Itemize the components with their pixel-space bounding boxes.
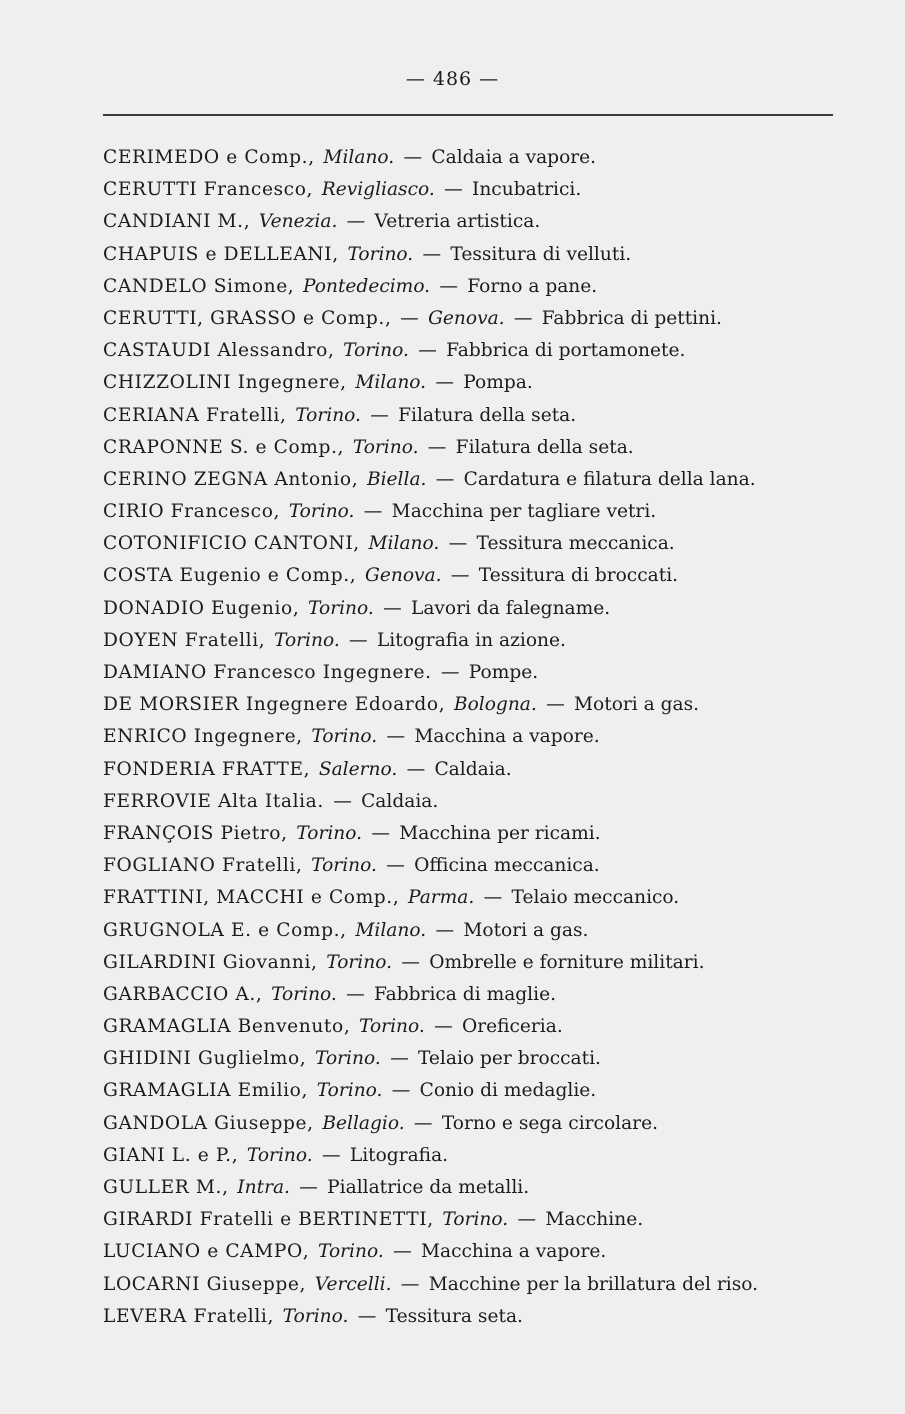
entry-description: Cardatura e filatura della lana. bbox=[463, 468, 756, 490]
list-item: GIANI L. e P., Torino. — Litografia. bbox=[103, 1144, 449, 1166]
entry-place: Torino. bbox=[295, 404, 361, 426]
entry-name: FONDERIA FRATTE bbox=[103, 758, 304, 780]
list-item: FERROVIE Alta Italia. — Caldaia. bbox=[103, 790, 439, 812]
entry-name: CERINO ZEGNA Antonio bbox=[103, 468, 352, 490]
entry-place: Torino. bbox=[326, 951, 393, 973]
entry-description: Macchina a vapore. bbox=[414, 726, 600, 748]
entry-place: Genova. bbox=[428, 307, 505, 329]
entry-place: Bologna. bbox=[453, 694, 537, 716]
list-item: CERUTTI, GRASSO e Comp., — Genova. — Fabbrica di pettini. bbox=[103, 307, 722, 329]
entry-description: Macchine per la brillatura del riso. bbox=[428, 1273, 759, 1295]
entry-name: LOCARNI Giuseppe bbox=[103, 1273, 300, 1295]
entry-description: Macchina per ricami. bbox=[399, 822, 601, 844]
entry-name: CASTAUDI Alessandro bbox=[103, 340, 328, 362]
entry-name: GHIDINI Guglielmo bbox=[103, 1048, 300, 1070]
entry-name: CERIANA Fratelli bbox=[103, 404, 280, 426]
entry-place: Salerno. bbox=[318, 758, 398, 780]
entry-name: LUCIANO e CAMPO bbox=[103, 1241, 303, 1263]
list-item: GILARDINI Giovanni, Torino. — Ombrelle e forniture militari. bbox=[103, 951, 705, 973]
entry-name: FERROVIE Alta Italia. bbox=[103, 790, 324, 812]
list-item: CASTAUDI Alessandro, Torino. — Fabbrica di portamonete. bbox=[103, 340, 686, 362]
entry-description: Piallatrice da metalli. bbox=[327, 1177, 530, 1198]
entry-place: Revigliasco. bbox=[321, 179, 435, 201]
entry-name: CHAPUIS e DELLEANI bbox=[103, 243, 333, 265]
list-item: GIRARDI Fratelli e BERTINETTI, Torino. — Macchine. bbox=[103, 1209, 644, 1231]
entry-name: GULLER M. bbox=[103, 1177, 223, 1198]
list-item: CANDIANI M., Venezia. — Vetreria artistica. bbox=[103, 211, 541, 233]
entry-name: LEVERA Fratelli bbox=[103, 1305, 268, 1327]
entry-place: Torino. bbox=[282, 1305, 349, 1327]
entry-name: CERUTTI, GRASSO e Comp. bbox=[103, 307, 385, 329]
page-number: — 486 — bbox=[405, 68, 500, 90]
entry-name: FRANÇOIS Pietro bbox=[103, 822, 282, 844]
list-item: ENRICO Ingegnere, Torino. — Macchina a vapore. bbox=[103, 726, 600, 748]
list-item: LUCIANO e CAMPO, Torino. — Macchina a vapore. bbox=[103, 1241, 607, 1263]
list-item: LEVERA Fratelli, Torino. — Tessitura seta. bbox=[103, 1305, 523, 1327]
entry-place: Torino. bbox=[271, 983, 337, 1005]
entry-description: Macchina per tagliare vetri. bbox=[391, 501, 657, 523]
entry-place: Torino. bbox=[246, 1144, 313, 1166]
list-item: CERINO ZEGNA Antonio, Biella. — Cardatura e filatura della lana. bbox=[103, 468, 756, 490]
entry-description: Forno a pane. bbox=[467, 275, 598, 297]
list-item: CRAPONNE S. e Comp., Torino. — Filatura della seta. bbox=[103, 436, 634, 458]
list-item: GANDOLA Giuseppe, Bellagio. — Torno e sega circolare. bbox=[103, 1112, 658, 1134]
entry-place: Milano. bbox=[323, 147, 395, 168]
entry-name: CRAPONNE S. e Comp. bbox=[103, 436, 338, 458]
entry-name: GRAMAGLIA Emilio bbox=[103, 1080, 302, 1102]
list-item: COTONIFICIO CANTONI, Milano. — Tessitura meccanica. bbox=[103, 533, 675, 555]
entry-name: CANDELO Simone bbox=[103, 275, 288, 297]
entry-place: Milano. bbox=[355, 919, 427, 941]
entry-description: Telaio meccanico. bbox=[511, 887, 680, 909]
entry-name: CERUTTI Francesco bbox=[103, 179, 307, 201]
entry-name: DE MORSIER Ingegnere Edoardo bbox=[103, 694, 439, 716]
entry-description: Pompa. bbox=[463, 372, 533, 394]
entry-name: GARBACCIO A. bbox=[103, 983, 256, 1005]
entry-place: Torino. bbox=[296, 822, 363, 844]
entry-name: DONADIO Eugenio bbox=[103, 597, 293, 619]
list-item: COSTA Eugenio e Comp., Genova. — Tessitura di broccati. bbox=[103, 565, 679, 587]
entry-name: COTONIFICIO CANTONI bbox=[103, 533, 354, 555]
entry-description: Oreficeria. bbox=[461, 1016, 563, 1038]
list-item: GHIDINI Guglielmo, Torino. — Telaio per broccati. bbox=[103, 1048, 601, 1070]
list-item: CHAPUIS e DELLEANI, Torino. — Tessitura di velluti. bbox=[103, 243, 632, 265]
entry-description: Fabbrica di portamonete. bbox=[446, 340, 686, 362]
entry-name: DAMIANO Francesco Ingegnere. bbox=[103, 662, 432, 683]
entry-place: Intra. bbox=[237, 1177, 290, 1198]
list-item: GULLER M., Intra. — Piallatrice da metalli. bbox=[103, 1177, 530, 1198]
entry-place: Torino. bbox=[274, 629, 340, 651]
entry-place: Milano. bbox=[355, 372, 427, 394]
entry-description: Motori a gas. bbox=[573, 694, 700, 716]
list-item: CHIZZOLINI Ingegnere, Milano. — Pompa. bbox=[103, 372, 533, 394]
list-item: FOGLIANO Fratelli, Torino. — Officina meccanica. bbox=[103, 855, 600, 877]
entry-description: Telaio per broccati. bbox=[417, 1048, 601, 1070]
exhibitor-list bbox=[103, 142, 863, 1333]
entry-place: Torino. bbox=[311, 855, 377, 877]
entry-description: Filatura della seta. bbox=[455, 436, 634, 458]
entry-name: FOGLIANO Fratelli bbox=[103, 855, 296, 877]
entry-description: Lavori da falegname. bbox=[410, 597, 611, 619]
entry-description: Torno e sega circolare. bbox=[441, 1112, 658, 1134]
list-item: GRAMAGLIA Emilio, Torino. — Conio di medaglie. bbox=[103, 1080, 597, 1102]
entry-place: Bellagio. bbox=[322, 1112, 405, 1134]
entry-description: Conio di medaglie. bbox=[419, 1080, 597, 1102]
list-item: CIRIO Francesco, Torino. — Macchina per tagliare vetri. bbox=[103, 501, 657, 523]
list-item: LOCARNI Giuseppe, Vercelli. — Macchine per la brillatura del riso. bbox=[103, 1273, 759, 1295]
entry-place: Torino. bbox=[442, 1209, 509, 1231]
entry-description: Macchina a vapore. bbox=[420, 1241, 607, 1263]
list-item: DE MORSIER Ingegnere Edoardo, Bologna. — Motori a gas. bbox=[103, 694, 700, 716]
list-item: DOYEN Fratelli, Torino. — Litografia in azione. bbox=[103, 629, 566, 651]
entry-place: Pontedecimo. bbox=[303, 275, 431, 297]
entry-name: FRATTINI, MACCHI e Comp. bbox=[103, 887, 393, 909]
entry-description: Macchine. bbox=[545, 1209, 644, 1231]
entry-description: Tessitura di velluti. bbox=[450, 243, 632, 265]
entry-description: Caldaia a vapore. bbox=[431, 147, 597, 168]
list-item: CERIMEDO e Comp., Milano. — Caldaia a vapore. bbox=[103, 147, 597, 168]
list-item: GRAMAGLIA Benvenuto, Torino. — Oreficeria. bbox=[103, 1016, 563, 1038]
entry-name: CANDIANI M. bbox=[103, 211, 244, 233]
entry-place: Vercelli. bbox=[314, 1273, 392, 1295]
entry-name: GANDOLA Giuseppe bbox=[103, 1112, 308, 1134]
entry-place: Torino. bbox=[318, 1241, 384, 1263]
entry-name: DOYEN Fratelli bbox=[103, 629, 259, 651]
entry-place: Torino. bbox=[288, 501, 355, 523]
entry-description: Officina meccanica. bbox=[414, 855, 600, 877]
list-item: DAMIANO Francesco Ingegnere. — Pompe. bbox=[103, 662, 539, 683]
list-item: CANDELO Simone, Pontedecimo. — Forno a pane. bbox=[103, 275, 598, 297]
entry-description: Caldaia. bbox=[434, 758, 512, 780]
entry-name: GIRARDI Fratelli e BERTINETTI bbox=[103, 1209, 428, 1231]
entry-description: Litografia. bbox=[349, 1144, 449, 1166]
list-item: FRANÇOIS Pietro, Torino. — Macchina per ricami. bbox=[103, 822, 601, 844]
entry-description: Vetreria artistica. bbox=[374, 211, 541, 233]
entry-name: CERIMEDO e Comp. bbox=[103, 147, 309, 168]
entry-place: Torino. bbox=[347, 243, 414, 265]
entry-description: Litografia in azione. bbox=[376, 629, 566, 651]
list-item: CERIANA Fratelli, Torino. — Filatura della seta. bbox=[103, 404, 577, 426]
entry-description: Tessitura seta. bbox=[385, 1305, 523, 1327]
entry-description: Caldaia. bbox=[361, 790, 439, 812]
list-item: GRUGNOLA E. e Comp., Milano. — Motori a gas. bbox=[103, 919, 589, 941]
entry-name: CHIZZOLINI Ingegnere bbox=[103, 372, 341, 394]
header-rule bbox=[103, 114, 833, 116]
list-item: FRATTINI, MACCHI e Comp., Parma. — Telaio meccanico. bbox=[103, 887, 680, 909]
entry-place: Torino. bbox=[359, 1016, 425, 1038]
entry-place: Torino. bbox=[316, 1080, 383, 1102]
list-item: DONADIO Eugenio, Torino. — Lavori da falegname. bbox=[103, 597, 611, 619]
entry-name: GILARDINI Giovanni bbox=[103, 951, 312, 973]
list-item: CERUTTI Francesco, Revigliasco. — Incubatrici. bbox=[103, 179, 582, 201]
entry-description: Pompe. bbox=[468, 662, 539, 683]
list-item: GARBACCIO A., Torino. — Fabbrica di maglie. bbox=[103, 983, 556, 1005]
entry-place: Parma. bbox=[408, 887, 475, 909]
entry-description: Ombrelle e forniture militari. bbox=[429, 951, 705, 973]
entry-description: Incubatrici. bbox=[471, 179, 582, 201]
entry-place: Torino. bbox=[343, 340, 409, 362]
entry-description: Motori a gas. bbox=[463, 919, 589, 941]
entry-description: Tessitura di broccati. bbox=[478, 565, 679, 587]
entry-place: Torino. bbox=[311, 726, 378, 748]
list-item: FONDERIA FRATTE, Salerno. — Caldaia. bbox=[103, 758, 512, 780]
entry-place: Milano. bbox=[368, 533, 440, 555]
entry-name: GIANI L. e P. bbox=[103, 1144, 232, 1166]
entry-place: Torino. bbox=[352, 436, 419, 458]
entry-description: Filatura della seta. bbox=[398, 404, 577, 426]
entry-name: CIRIO Francesco bbox=[103, 501, 274, 523]
entry-place: Genova. bbox=[365, 565, 442, 587]
entry-place: Venezia. bbox=[258, 211, 338, 233]
entry-description: Fabbrica di maglie. bbox=[374, 983, 556, 1005]
entry-name: ENRICO Ingegnere bbox=[103, 726, 297, 748]
entry-description: Fabbrica di pettini. bbox=[541, 307, 722, 329]
entry-description: Tessitura meccanica. bbox=[476, 533, 675, 555]
entry-name: COSTA Eugenio e Comp. bbox=[103, 565, 350, 587]
entry-name: GRAMAGLIA Benvenuto bbox=[103, 1016, 344, 1038]
entry-place: Biella. bbox=[366, 468, 427, 490]
entry-place: Torino. bbox=[308, 597, 374, 619]
entry-place: Torino. bbox=[315, 1048, 381, 1070]
entry-name: GRUGNOLA E. e Comp. bbox=[103, 919, 341, 941]
